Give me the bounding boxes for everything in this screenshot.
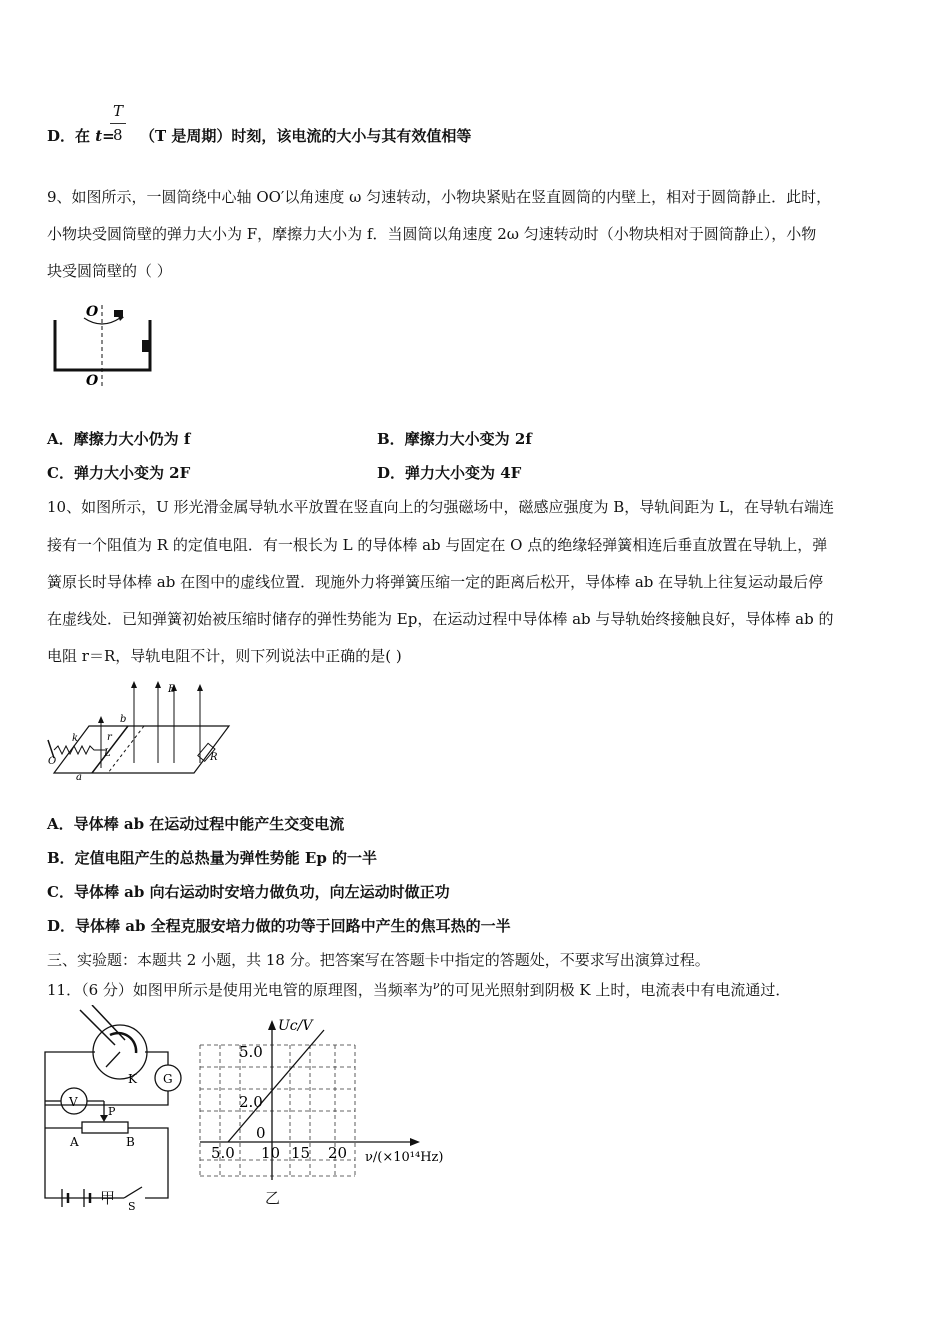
field-arrow-icon	[155, 681, 161, 688]
light-ray	[92, 1005, 125, 1040]
q9-option-d: D．弹力大小变为 4F	[377, 464, 522, 482]
q10-option-b: B．定值电阻产生的总热量为弹性势能 Ep 的一半	[47, 849, 378, 867]
label-resistor-r: R	[210, 752, 218, 763]
q9-text-line-2: 小物块受圆筒壁的弹力大小为 F，摩擦力大小为 f．当圆筒以角速度 2ω 匀速转动时（小物块相对于圆筒静止），小物	[47, 225, 817, 243]
q10-text-line-2: 接有一个阻值为 R 的定值电阻．有一根长为 L 的导体棒 ab 与固定在 O 点的绝缘轻弹簧相连后垂直放置在导轨上，弹	[47, 536, 828, 554]
q11-text-part-a: 11．（6 分）如图甲所示是使用光电管的原理图，当频率为	[47, 981, 433, 999]
y-tick-5: 5.0	[239, 1043, 263, 1061]
fraction-denominator: 8	[113, 126, 123, 144]
x-axis-arrow-icon	[410, 1138, 420, 1146]
q8-option-d-suffix: （T 是周期）时刻，该电流的大小与其有效值相等	[140, 127, 472, 145]
q10-rail-figure	[44, 678, 244, 783]
label-s: S	[128, 1200, 136, 1210]
origin-label: 0	[256, 1124, 266, 1142]
figure-caption-yi: 乙	[265, 1189, 281, 1207]
q8-option-d	[47, 126, 115, 146]
label-b-end: b	[120, 714, 127, 725]
q10-option-a: A．导体棒 ab 在运动过程中能产生交变电流	[47, 815, 345, 833]
q10-option-c: C．导体棒 ab 向右运动时安培力做负功，向左运动时做正功	[47, 883, 450, 901]
switch-icon	[124, 1187, 142, 1198]
fraction-bar	[110, 123, 126, 124]
q9-text-line-1: 9、如图所示，一圆筒绕中心轴 OO′以角速度 ω 匀速转动，小物块紧贴在竖直圆筒的内壁上，相对于圆筒静止．此时，	[47, 188, 832, 206]
x-tick-5: 5.0	[211, 1144, 235, 1162]
q11-circuit-figure	[40, 1005, 190, 1210]
q8-option-d-prefix: D．在	[47, 127, 96, 145]
y-axis-label: Uc/V	[278, 1018, 313, 1034]
q9-cylinder-figure	[50, 300, 160, 395]
fraction-numerator: T	[113, 102, 124, 120]
spring-icon	[54, 746, 106, 754]
q11-text-line-1	[47, 976, 790, 1000]
label-r: r	[107, 732, 112, 743]
field-arrow-icon	[131, 681, 137, 688]
q9-option-b: B．摩擦力大小变为 2f	[377, 430, 532, 448]
label-b: B	[126, 1135, 135, 1149]
phototube-anode	[106, 1052, 120, 1067]
q10-text-line-1: 10、如图所示，U 形光滑金属导轨水平放置在竖直向上的匀强磁场中，磁感应强度为 B，导轨间距为 L，在导轨右端连	[47, 498, 835, 516]
circuit-wire	[145, 1052, 168, 1065]
label-o: O	[48, 756, 57, 767]
small-block-icon	[114, 310, 123, 317]
section-3-heading: 三、实验题：本题共 2 小题，共 18 分。把答案写在答题卡中指定的答题处，不要求写出演算过程。	[47, 951, 710, 969]
field-arrow-icon	[98, 716, 104, 723]
figure-caption-jia: 甲	[100, 1189, 116, 1207]
q9-option-c: C．弹力大小变为 2F	[47, 464, 191, 482]
y-axis-arrow-icon	[268, 1020, 276, 1030]
x-tick-15: 15	[291, 1144, 311, 1162]
label-k: k	[72, 733, 79, 744]
label-g: G	[163, 1072, 173, 1086]
q10-text-line-4: 在虚线处．已知弹簧初始被压缩时储存的弹性势能为 Ep，在运动过程中导体棒 ab 与导轨始终接触良好，导体棒 ab 的	[47, 610, 834, 628]
y-tick-2: 2.0	[239, 1093, 263, 1111]
rod-rest-position	[108, 726, 144, 773]
label-a: A	[70, 1135, 79, 1149]
axis-label-bottom: O	[86, 373, 99, 389]
q9-option-a: A．摩擦力大小仍为 f	[47, 430, 191, 448]
q10-text-line-3: 簧原长时导体棒 ab 在图中的虚线位置．现施外力将弹簧压缩一定的距离后松开，导体棒 ab 在导轨上往复运动最后停	[47, 573, 824, 591]
x-tick-10: 10	[261, 1144, 281, 1162]
label-k: K	[128, 1072, 137, 1086]
q10-text-line-5: 电阻 r＝R，导轨电阻不计，则下列说法中正确的是( )	[47, 647, 402, 665]
q11-nu-symbol: ν	[432, 979, 440, 992]
label-b-field: B	[168, 684, 176, 695]
q9-text-line-3: 块受圆筒壁的（ ）	[47, 262, 172, 280]
circuit-wire	[45, 1052, 124, 1198]
label-v: V	[69, 1095, 78, 1109]
slider-arrow-icon	[100, 1115, 108, 1122]
wall-block-icon	[142, 340, 150, 352]
x-tick-20: 20	[328, 1144, 348, 1162]
field-arrow-icon	[197, 684, 203, 691]
q11-text-part-b: 的可见光照射到阴极 K 上时，电流表中有电流通过．	[439, 981, 791, 999]
q10-option-d: D．导体棒 ab 全程克服安培力做的功等于回路中产生的焦耳热的一半	[47, 917, 511, 935]
label-l: L	[104, 748, 111, 759]
q11-graph-figure	[190, 1010, 480, 1185]
x-axis-label: ν/(×10¹⁴Hz)	[365, 1150, 444, 1165]
rheostat-icon	[82, 1122, 128, 1133]
q8-option-d-t: t=	[95, 127, 115, 145]
axis-label-top: O	[86, 304, 99, 320]
label-a-end: a	[76, 772, 82, 783]
label-p: P	[108, 1105, 116, 1118]
